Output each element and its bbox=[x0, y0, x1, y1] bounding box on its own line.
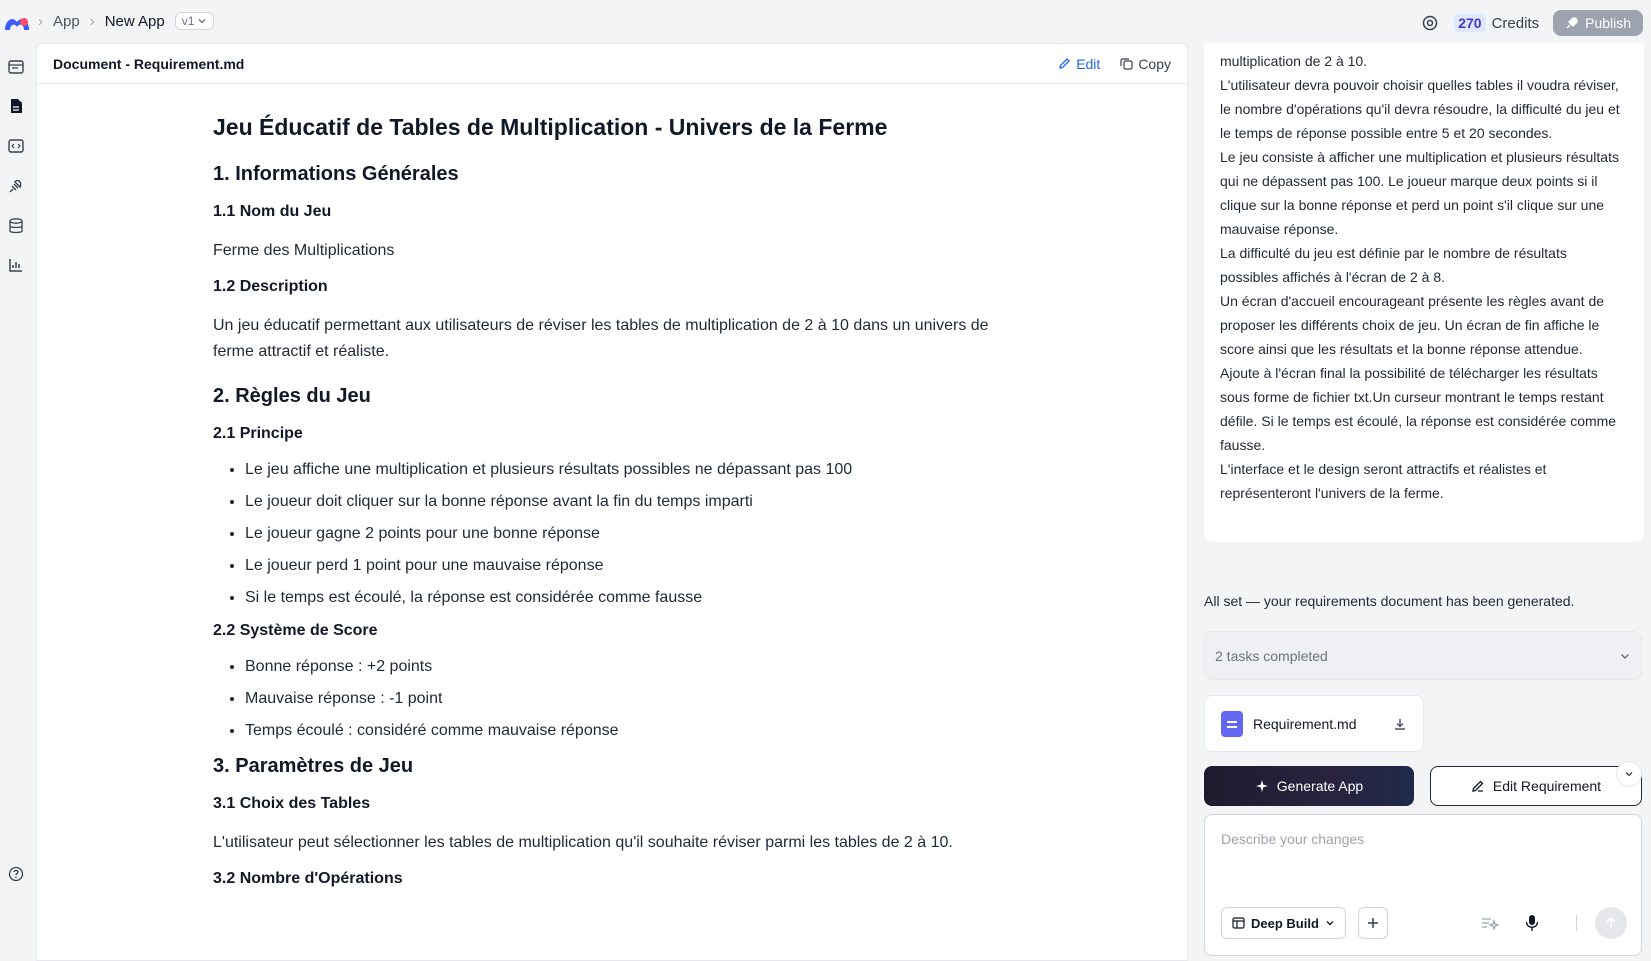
rocket-icon bbox=[1565, 16, 1579, 30]
doc-subsection-1-2-title: 1.2 Description bbox=[213, 278, 328, 295]
user-message-bubble bbox=[1204, 43, 1644, 542]
app-logo-icon[interactable] bbox=[4, 14, 30, 32]
divider bbox=[1576, 915, 1577, 931]
copy-label: Copy bbox=[1138, 55, 1171, 72]
document-actions bbox=[1058, 56, 1171, 72]
generate-app-label: Generate App bbox=[1276, 778, 1364, 794]
doc-subsection-2-2-title: 2.2 Système de Score bbox=[213, 622, 378, 639]
score-list bbox=[213, 657, 1013, 741]
chevron-right-icon: › bbox=[38, 12, 43, 30]
copy-button[interactable] bbox=[1120, 56, 1171, 72]
preview-icon[interactable] bbox=[7, 58, 25, 76]
edit-label: Edit bbox=[1076, 55, 1101, 72]
top-actions bbox=[1420, 10, 1643, 36]
document-panel bbox=[36, 43, 1188, 961]
chevron-down-icon bbox=[1619, 650, 1631, 662]
doc-subsection-3-2-title: 3.2 Nombre d'Opérations bbox=[213, 870, 403, 887]
chat-panel bbox=[1196, 43, 1651, 961]
principle-list bbox=[213, 460, 1013, 608]
doc-game-name: Ferme des Multiplications bbox=[213, 242, 395, 259]
doc-tables-choice: L'utilisateur peut sélectionner les tables de multiplication qu'il souhaite réviser parmi les tables de 2 à 10. bbox=[213, 834, 953, 851]
message-paragraph: La difficulté du jeu est définie par le nombre de résultats possibles affichés à l'écran de 2 à 8. bbox=[1220, 245, 1567, 285]
pencil-icon bbox=[1058, 57, 1071, 70]
version-select[interactable] bbox=[175, 12, 215, 30]
doc-heading-main: Jeu Éducatif de Tables de Multiplication - Univers de la Ferme bbox=[213, 114, 888, 140]
credits-value: 270 bbox=[1454, 14, 1485, 32]
plus-icon bbox=[1366, 916, 1380, 930]
doc-section-2-title: 2. Règles du Jeu bbox=[213, 385, 371, 407]
mode-select[interactable] bbox=[1221, 907, 1346, 939]
tasks-accordion[interactable] bbox=[1204, 631, 1642, 680]
document-content bbox=[213, 114, 1013, 905]
mode-label: Deep Build bbox=[1251, 915, 1319, 931]
edit-requirement-button[interactable] bbox=[1430, 766, 1642, 806]
message-paragraph: multiplication de 2 à 10. bbox=[1220, 53, 1368, 69]
prompt-enhance-icon[interactable] bbox=[1480, 913, 1500, 933]
list-item: • Le jeu affiche une multiplication et plusieurs résultats possibles ne dépassant pas 100 bbox=[245, 460, 1013, 480]
plug-icon[interactable] bbox=[7, 177, 25, 195]
doc-description: Un jeu éducatif permettant aux utilisateurs de réviser les tables de multiplication de 2 à 10 dans un univers de ferme attractif et réaliste. bbox=[213, 317, 989, 360]
credits-display[interactable] bbox=[1454, 14, 1539, 32]
version-label: v1 bbox=[181, 14, 195, 28]
doc-section-1-title: 1. Informations Générales bbox=[213, 163, 459, 185]
doc-section-3-title: 3. Paramètres de Jeu bbox=[213, 755, 414, 777]
file-icon bbox=[1221, 711, 1243, 737]
message-paragraph: Ajoute à l'écran final la possibilité de télécharger les résultats sous forme de fichier txt.Un curseur montrant le temps restant défile. Si le temps est écoulé, la réponse est considérée comme fausse. bbox=[1220, 365, 1617, 453]
list-item: • Le joueur doit cliquer sur la bonne réponse avant la fin du temps imparti bbox=[245, 492, 1013, 512]
help-icon[interactable] bbox=[7, 865, 25, 883]
message-composer bbox=[1204, 814, 1642, 956]
arrow-up-icon bbox=[1604, 916, 1618, 930]
doc-subsection-3-1-title: 3.1 Choix des Tables bbox=[213, 795, 371, 812]
list-item: • Le joueur gagne 2 points pour une bonne réponse bbox=[245, 524, 1013, 544]
breadcrumb-app[interactable]: App bbox=[53, 12, 80, 30]
send-button[interactable] bbox=[1595, 907, 1627, 939]
database-icon[interactable] bbox=[7, 217, 25, 235]
document-header bbox=[37, 44, 1187, 84]
list-item: • Temps écoulé : considéré comme mauvaise réponse bbox=[245, 721, 1013, 741]
microphone-icon[interactable] bbox=[1522, 913, 1542, 933]
list-item: • Mauvaise réponse : -1 point bbox=[245, 689, 1013, 709]
target-icon[interactable] bbox=[1420, 13, 1440, 33]
message-input[interactable] bbox=[1205, 815, 1641, 895]
code-icon[interactable] bbox=[7, 137, 25, 155]
list-item: • Si le temps est écoulé, la réponse est considérée comme fausse bbox=[245, 588, 1013, 608]
add-attachment-button[interactable] bbox=[1358, 907, 1388, 939]
file-name: Requirement.md bbox=[1253, 715, 1357, 732]
edit-requirement-label: Edit Requirement bbox=[1492, 778, 1602, 794]
chevron-down-icon bbox=[1325, 918, 1335, 928]
top-bar bbox=[0, 0, 1651, 46]
message-paragraph: L'interface et le design seront attractifs et réalistes et représenteront l'univers de la ferme. bbox=[1220, 461, 1547, 501]
file-attachment-card[interactable] bbox=[1204, 695, 1424, 752]
publish-button[interactable] bbox=[1553, 10, 1643, 36]
message-paragraph: Le jeu consiste à afficher une multiplication et plusieurs résultats qui ne dépassent pas 100. Le joueur marque deux points si il clique sur la bonne réponse et perd un point s'il clique sur une mauvaise réponse. bbox=[1220, 149, 1619, 237]
doc-subsection-1-1-title: 1.1 Nom du Jeu bbox=[213, 203, 332, 220]
pencil-icon bbox=[1471, 779, 1485, 793]
credits-label: Credits bbox=[1491, 14, 1540, 32]
doc-subsection-2-1-title: 2.1 Principe bbox=[213, 425, 303, 442]
copy-icon bbox=[1120, 57, 1133, 70]
breadcrumb bbox=[38, 12, 214, 30]
chevron-down-icon bbox=[197, 16, 207, 26]
scroll-down-button[interactable] bbox=[1616, 761, 1642, 787]
tasks-label: 2 tasks completed bbox=[1215, 647, 1328, 664]
generate-app-button[interactable] bbox=[1204, 766, 1414, 806]
document-icon[interactable] bbox=[7, 97, 25, 115]
chevron-right-icon: › bbox=[89, 12, 95, 30]
analytics-icon[interactable] bbox=[7, 256, 25, 274]
sparkle-icon bbox=[1255, 779, 1269, 793]
chevron-down-icon bbox=[1624, 769, 1634, 779]
layout-icon bbox=[1232, 917, 1245, 929]
document-title: Document - Requirement.md bbox=[53, 55, 245, 72]
download-icon[interactable] bbox=[1393, 717, 1407, 731]
message-paragraph: L'utilisateur devra pouvoir choisir quelles tables il voudra réviser, le nombre d'opérations qu'il devra résoudre, la difficulté du jeu et le temps de réponse possible entre 5 et 20 secondes. bbox=[1220, 77, 1620, 141]
list-item: • Bonne réponse : +2 points bbox=[245, 657, 1013, 677]
left-rail bbox=[0, 46, 34, 961]
edit-button[interactable] bbox=[1058, 56, 1100, 72]
list-item: • Le joueur perd 1 point pour une mauvaise réponse bbox=[245, 556, 1013, 576]
message-paragraph: Un écran d'accueil encourageant présente les règles avant de proposer les différents choix de jeu. Un écran de fin affiche le score ainsi que les résultats et la bonne réponse attendue. bbox=[1220, 293, 1605, 357]
assistant-status-text: All set — your requirements document has been generated. bbox=[1204, 593, 1575, 609]
publish-label: Publish bbox=[1585, 15, 1631, 31]
breadcrumb-new-app[interactable]: New App bbox=[104, 12, 165, 30]
